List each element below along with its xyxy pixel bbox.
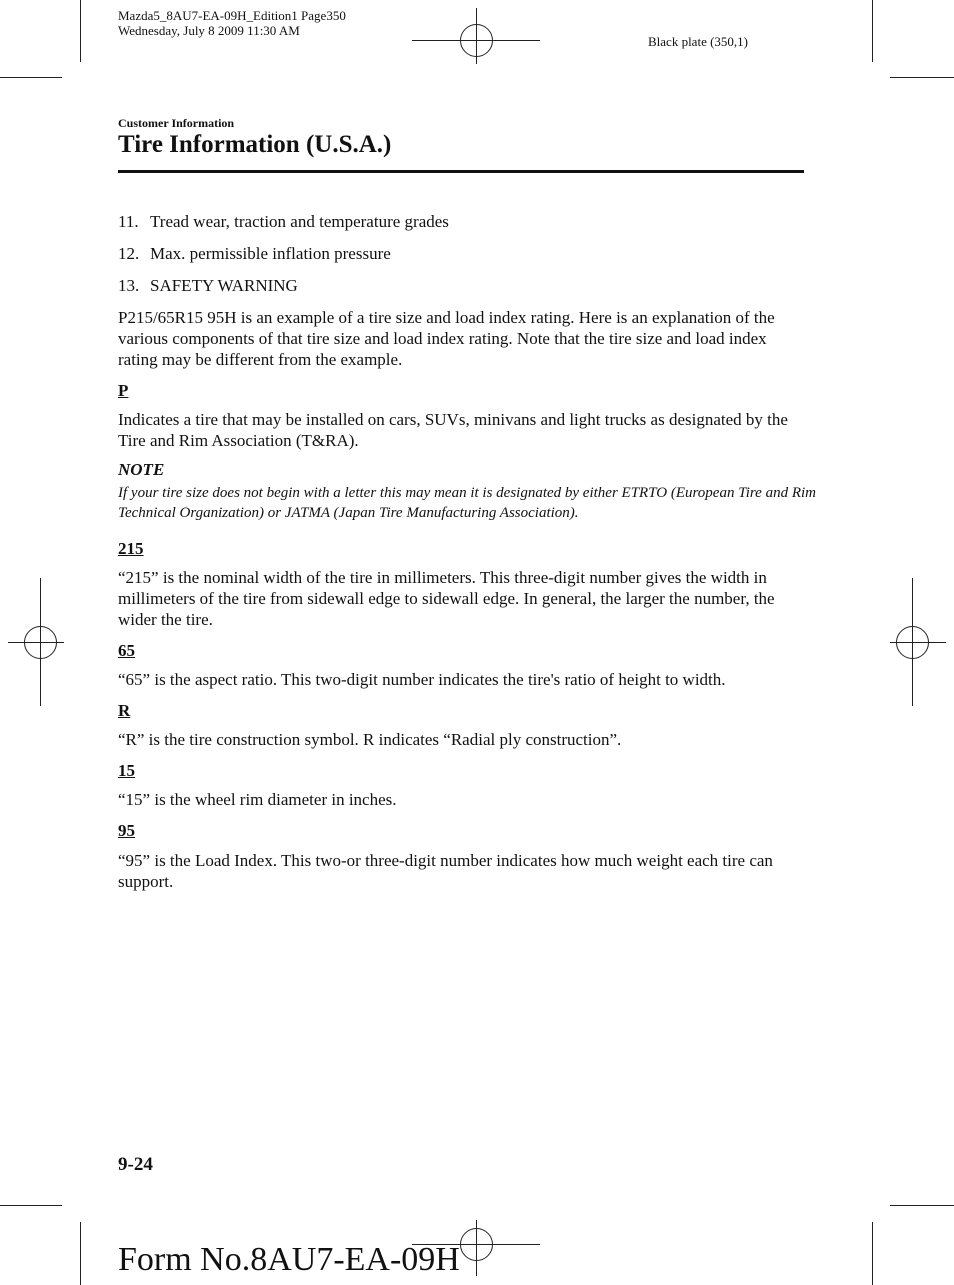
section-text-65: “65” is the aspect ratio. This two-digit number indicates the tire's ratio of height to width. (118, 670, 726, 689)
crop-mark-bottom-right-v (872, 1222, 873, 1285)
list-item (118, 243, 391, 264)
crop-mark-top-right-h (890, 77, 954, 78)
list-item-text: Tread wear, traction and temperature grades (150, 212, 449, 231)
section-label: Customer Information (118, 116, 235, 130)
print-header-line2: Wednesday, July 8 2009 11:30 AM (118, 23, 300, 38)
page-number: 9-24 (118, 1154, 153, 1175)
crop-mark-bottom-left-h (0, 1205, 62, 1206)
crop-mark-bottom-right-h (890, 1205, 954, 1206)
section-text-r: “R” is the tire construction symbol. R indicates “Radial ply construction”. (118, 730, 622, 749)
title-rule (118, 170, 804, 173)
section-text-215: “215” is the nominal width of the tire in millimeters. This three-digit number gives the width in millimeters of the tire from sidewall edge to sidewall edge. In general, the larger the number, the wider the tire. (118, 568, 775, 629)
section-heading-p: P (118, 381, 129, 400)
page-title: Tire Information (U.S.A.) (118, 131, 392, 158)
intro-paragraph: P215/65R15 95H is an example of a tire size and load index rating. Here is an explanation of the various components of that tire size and load index rating. Note that the tire size and load index rating may be different from the example. (118, 308, 775, 369)
list-item-number: 12. (118, 244, 140, 263)
list-item-text: SAFETY WARNING (150, 276, 298, 295)
registration-left-circle (24, 626, 57, 659)
section-heading-95: 95 (118, 821, 135, 840)
section-heading-15: 15 (118, 761, 135, 780)
plate-label: Black plate (350,1) (648, 34, 748, 49)
section-heading-215: 215 (118, 539, 144, 558)
print-header (118, 8, 346, 38)
note-text: If your tire size does not begin with a letter this may mean it is designated by either ETRTO (European Tire and Rim Technical Organization) or JATMA (Japan Tire Manufacturing Association). (118, 485, 816, 521)
crop-mark-bottom-left-v (80, 1222, 81, 1285)
list-item-number: 11. (118, 212, 139, 231)
crop-mark-top-right-v (872, 0, 873, 62)
form-number: Form No.8AU7-EA-09H (118, 1241, 460, 1278)
section-text-15: “15” is the wheel rim diameter in inches. (118, 790, 397, 809)
note-heading: NOTE (118, 460, 165, 479)
section-text-p: Indicates a tire that may be installed on cars, SUVs, minivans and light trucks as designated by the Tire and Rim Association (T&RA). (118, 410, 788, 450)
list-item-number: 13. (118, 276, 140, 295)
list-item-text: Max. permissible inflation pressure (150, 244, 391, 263)
print-header-line1: Mazda5_8AU7-EA-09H_Edition1 Page350 (118, 8, 346, 23)
registration-top-circle (460, 24, 493, 57)
section-heading-65: 65 (118, 641, 135, 660)
registration-bottom-circle (460, 1228, 493, 1261)
section-text-95: “95” is the Load Index. This two-or three-digit number indicates how much weight each tire can support. (118, 851, 773, 891)
crop-mark-top-left-v (80, 0, 81, 62)
registration-right-circle (896, 626, 929, 659)
crop-mark-top-left-h (0, 77, 62, 78)
list-item (118, 275, 298, 296)
list-item (118, 211, 449, 232)
section-heading-r: R (118, 701, 131, 720)
